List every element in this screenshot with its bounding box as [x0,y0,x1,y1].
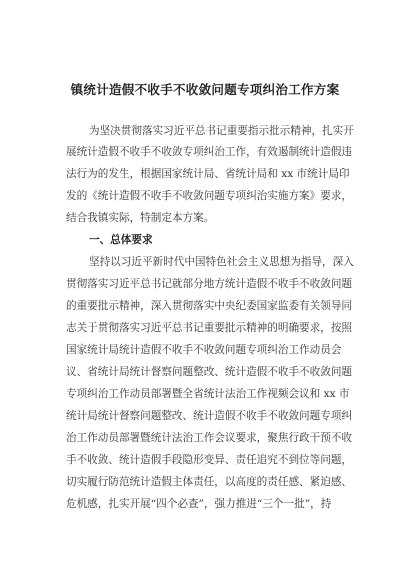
body-line: 坚持以习近平新时代中国特色社会主义思想为指导，深入 [89,256,354,268]
body-line: 危机感，扎实开展“四个必查”，强力推进“三个一批”，持 [66,498,332,510]
body-line: 治工作动员部署暨统计法治工作会议要求，聚焦行政干预不收 [66,432,353,444]
body-line: 手不收敛、统计造假手段隐形变异、责任追究不到位等问题， [66,454,353,466]
body-line: 结合我镇实际，特制定本方案。 [66,212,215,224]
body-line: 法行为的发生，根据国家统计局、省统计局和 xx 市统计局印 [66,168,350,180]
body-line: 为坚决贯彻落实习近平总书记重要指示批示精神，扎实开 [89,125,354,137]
body-line: 国家统计局统计造假不收手不收敛问题专项纠治工作动员会 [66,344,342,356]
body-line: 志关于贯彻落实习近平总书记重要批示精神的明确要求，按照 [66,322,353,334]
body-line: 的重要批示精神，深入贯彻落实中央纪委国家监委有关领导同 [66,300,353,312]
body-line: 议、省统计局统计督察问题整改、统计造假不收手不收敛问题 [66,366,353,378]
document-title: 镇统计造假不收手不收敛问题专项纠治工作方案 [70,82,340,97]
body-line: 发的《统计造假不收手不收敛问题专项纠治实施方案》要求， [66,190,353,202]
body-line: 贯彻落实习近平总书记就部分地方统计造假不收手不收敛问题 [66,278,353,290]
body-line: 切实履行防范统计造假主体责任，以高度的责任感、紧迫感、 [66,476,353,488]
body-line: 展统计造假不收手不收敛专项纠治工作，有效遏制统计造假违 [66,146,353,158]
body-line: 统计局统计督察问题整改、统计造假不收手不收敛问题专项纠 [66,410,353,422]
body-line: 专项纠治工作动员部署暨全省统计法治工作视频会议和 xx 市 [66,388,350,400]
section-heading: 一、总体要求 [89,234,153,246]
